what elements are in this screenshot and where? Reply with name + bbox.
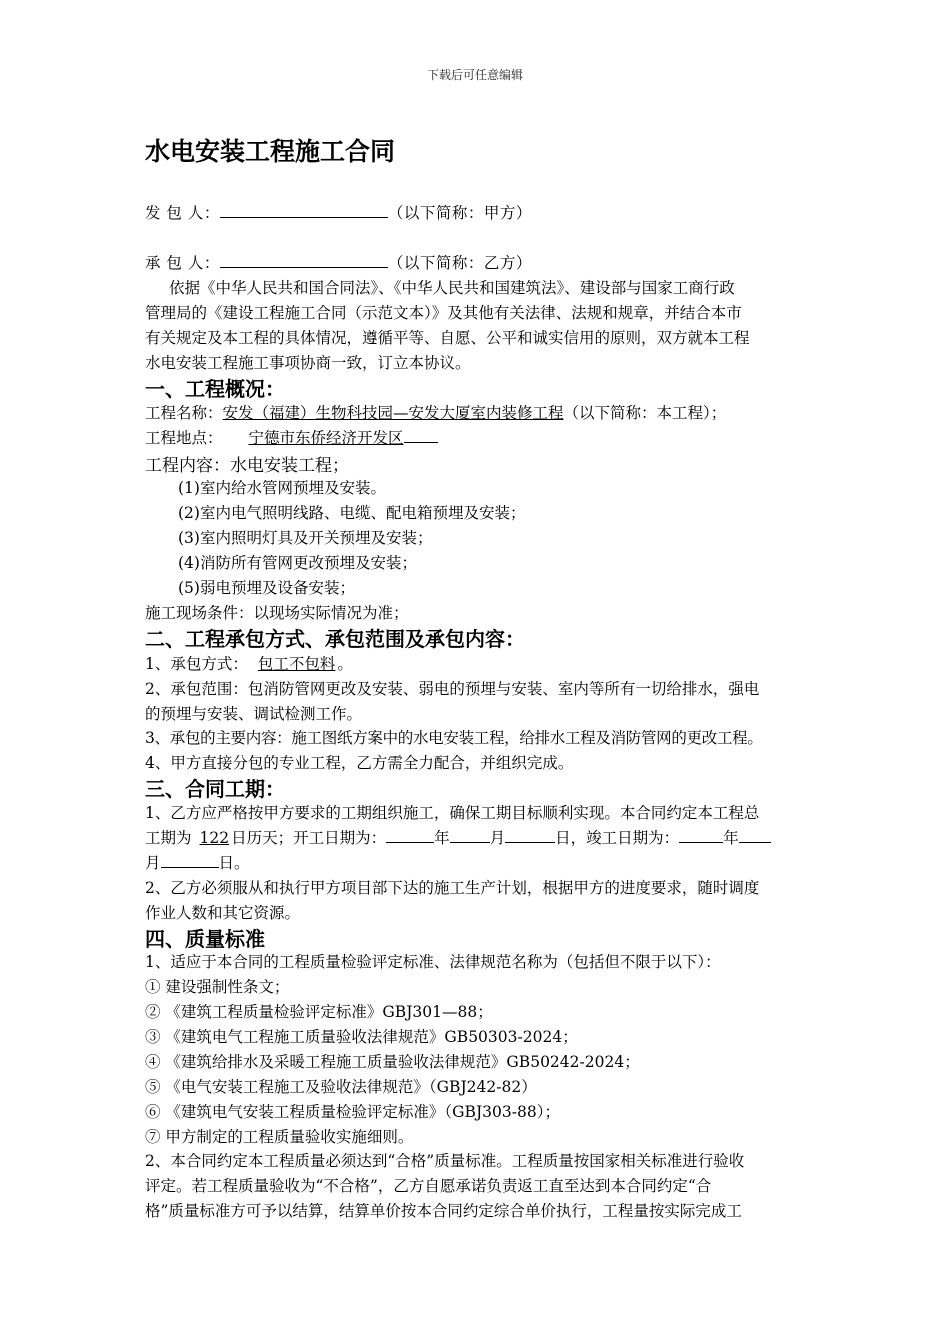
end-date-label: ，竣工日期为： — [570, 829, 680, 847]
content-item: (3)室内照明灯具及开关预埋及安装； — [178, 529, 433, 547]
content-item: (2)室内电气照明线路、电缆、配电箱预埋及安装； — [178, 504, 526, 522]
quality-line: 1、适应于本合同的工程质量检验评定标准、法律规范名称为（包括但不限于以下）： — [145, 953, 721, 971]
end-month-label: 月 — [145, 854, 161, 872]
project-site-value: 宁德市东侨经济开发区 — [248, 429, 404, 447]
party-a-line — [145, 201, 532, 223]
document-title: 水电安装工程施工合同 — [145, 137, 396, 166]
section-heading-contract-mode: 二、工程承包方式、承包范围及承包内容： — [145, 627, 525, 651]
preamble-line: 有关规定及本工程的具体情况，遵循平等、自愿、公平和诚实信用的原则，双方就本工程 — [145, 329, 750, 347]
contract-mode-label: 1、承包方式： — [145, 655, 248, 673]
content-item: (1)室内给水管网预埋及安装。 — [178, 479, 386, 497]
scope-line: 的预埋与安装、调试检测工作。 — [145, 705, 363, 723]
schedule-dates-line-2 — [145, 851, 250, 873]
page-header: 下载后可任意编辑 — [426, 68, 523, 82]
end-year-blank[interactable] — [679, 827, 723, 843]
quality-line: 评定。若工程质量验收为“不合格”，乙方自愿承诺负责返工直至达到本合同约定“合 — [145, 1177, 712, 1195]
party-b-blank[interactable] — [220, 252, 388, 268]
scope-line: 3、承包的主要内容：施工图纸方案中的水电安装工程，给排水工程及消防管网的更改工程。 — [145, 729, 763, 747]
quality-line: ② 《建筑工程质量检验评定标准》GBJ301—88； — [145, 1003, 493, 1021]
project-site-underline — [404, 427, 438, 443]
start-year-blank[interactable] — [386, 827, 434, 843]
preamble-line: 管理局的《建设工程施工合同（示范文本）》及其他有关法律、法规和规章，并结合本市 — [145, 304, 742, 322]
party-a-label: 发 包 人： — [145, 204, 220, 222]
schedule-line: 2、乙方必须服从和执行甲方项目部下达的施工生产计划，根据甲方的进度要求，随时调度 — [145, 879, 760, 897]
section-heading-overview: 一、工程概况： — [145, 377, 285, 401]
content-item: (5)弱电预埋及设备安装； — [178, 579, 355, 597]
contract-mode-value: 包工不包料 — [257, 655, 336, 673]
quality-line: ⑤ 《电气安装工程施工及验收法律规范》（GBJ242-82） — [145, 1078, 537, 1096]
party-a-blank[interactable] — [220, 202, 388, 218]
project-name-line — [145, 401, 726, 423]
duration-label: 工期为 — [145, 829, 192, 847]
start-year-label: 年 — [434, 829, 450, 847]
preamble-line: 依据《中华人民共和国合同法》、《中华人民共和国建筑法》、建设部与国家工商行政 — [169, 279, 735, 297]
quality-line: 格”质量标准方可予以结算，结算单价按本合同约定综合单价执行，工程量按实际完成工 — [145, 1202, 742, 1220]
schedule-line: 作业人数和其它资源。 — [145, 904, 301, 922]
scope-line: 4、甲方直接分包的专业工程，乙方需全力配合，并组织完成。 — [145, 754, 574, 772]
content-item: (4)消防所有管网更改预埋及安装； — [178, 554, 417, 572]
project-name-suffix: （以下简称：本工程）； — [563, 404, 727, 422]
start-month-label: 月 — [489, 829, 506, 847]
project-site-label: 工程地点： — [145, 429, 223, 447]
project-name-label: 工程名称： — [145, 404, 223, 422]
preamble-line: 水电安装工程施工事项协商一致，订立本协议。 — [145, 354, 471, 372]
project-site-line — [145, 426, 438, 448]
quality-line: ③ 《建筑电气工程施工质量验收法律规范》GB50303-2024； — [145, 1028, 578, 1046]
duration-days: 122 — [199, 829, 230, 847]
quality-line: ① 建设强制性条文； — [145, 978, 290, 996]
project-content-line: 工程内容：水电安装工程； — [145, 456, 349, 476]
site-conditions-line: 施工现场条件：以现场实际情况为准； — [145, 604, 409, 622]
scope-line: 2、承包范围：包消防管网更改及安装、弱电的预埋与安装、室内等所有一切给排水，强电 — [145, 680, 760, 698]
end-day-label: 日。 — [218, 854, 250, 872]
party-b-label: 承 包 人： — [145, 254, 220, 272]
end-day-blank[interactable] — [161, 852, 219, 868]
contract-mode-line — [145, 652, 353, 674]
party-a-note: （以下简称：甲方） — [387, 204, 532, 222]
section-heading-quality: 四、质量标准 — [145, 927, 265, 951]
schedule-dates-line — [145, 826, 771, 848]
duration-suffix: 日历天；开工日期为： — [231, 829, 387, 847]
start-month-blank[interactable] — [450, 827, 490, 843]
quality-line: 2、本合同约定本工程质量必须达到“合格”质量标准。工程质量按国家相关标准进行验收 — [145, 1152, 745, 1170]
quality-line: ⑥ 《建筑电气安装工程质量检验评定标准》（GBJ303-88）； — [145, 1103, 560, 1121]
schedule-line: 1、乙方应严格按甲方要求的工期组织施工，确保工期目标顺利实现。本合同约定本工程总 — [145, 804, 760, 822]
quality-line: ④ 《建筑给排水及采暖工程施工质量验收法律规范》GB50242-2024； — [145, 1053, 640, 1071]
section-heading-schedule: 三、合同工期： — [145, 777, 285, 801]
end-year-label: 年 — [723, 829, 739, 847]
end-month-blank-part[interactable] — [739, 827, 771, 843]
project-name-value: 安发（福建）生物科技园—安发大厦室内装修工程 — [222, 404, 564, 422]
party-b-line — [145, 251, 532, 273]
party-b-note: （以下简称：乙方） — [387, 254, 532, 272]
start-day-blank[interactable] — [505, 827, 555, 843]
quality-line: ⑦ 甲方制定的工程质量验收实施细则。 — [145, 1128, 414, 1146]
contract-mode-end: 。 — [337, 655, 353, 673]
start-day-label: 日 — [555, 829, 571, 847]
